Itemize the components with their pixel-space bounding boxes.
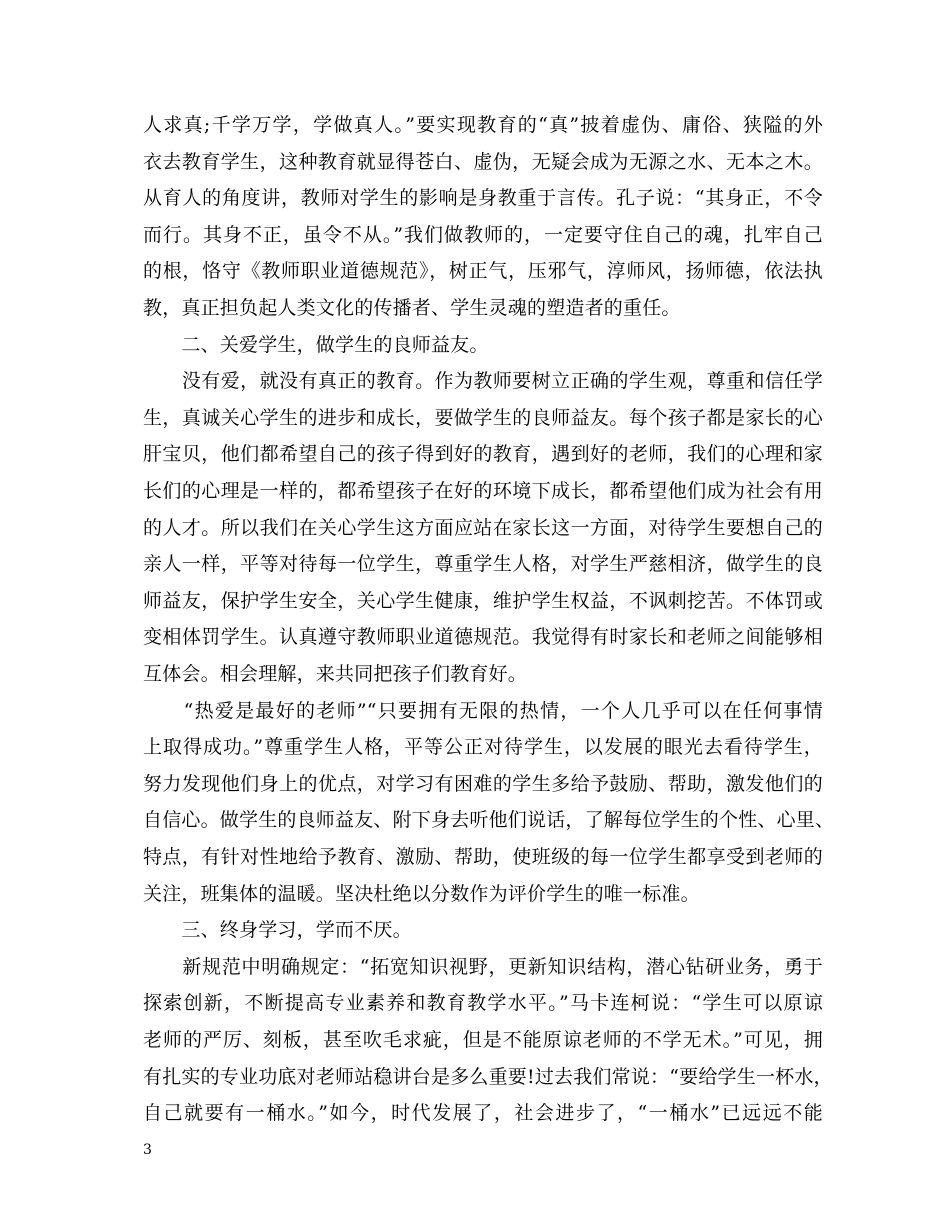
text-line: 的根，恪守《教师职业道德规范》，树正气，压邪气，淳师风，扬师德，依法执 bbox=[143, 260, 823, 282]
text-line: 而行。其身不正，虽令不从。”我们做教师的，一定要守住自己的魂，扎牢自己 bbox=[143, 224, 823, 246]
text-line: 互体会。相会理解，来共同把孩子们教育好。 bbox=[143, 663, 528, 685]
text-line: 生，真诚关心学生的进步和成长，要做学生的良师益友。每个孩子都是家长的心 bbox=[143, 407, 823, 429]
text-line: 努力发现他们身上的优点，对学习有困难的学生多给予鼓励、帮助，激发他们的 bbox=[143, 773, 823, 795]
text-line: 关注，班集体的温暖。坚决杜绝以分数作为评价学生的唯一标准。 bbox=[143, 883, 700, 905]
text-line: 变相体罚学生。认真遵守教师职业道德规范。我觉得有时家长和老师之间能够相 bbox=[143, 626, 823, 648]
text-line: 有扎实的专业功底对老师站稳讲台是多么重要!过去我们常说：“要给学生一杯水， bbox=[143, 1066, 833, 1088]
text-line: 从育人的角度讲，教师对学生的影响是身教重于言传。孔子说：“其身正，不令 bbox=[143, 187, 823, 209]
text-line: 师益友，保护学生安全，关心学生健康，维护学生权益，不讽刺挖苦。不体罚或 bbox=[143, 590, 823, 612]
text-line: 没有爱，就没有真正的教育。作为教师要树立正确的学生观，尊重和信任学 bbox=[143, 370, 823, 392]
page-number: 3 bbox=[143, 1142, 152, 1158]
text-line: 老师的严厉、刻板，甚至吹毛求疵，但是不能原谅老师的不学无术。”可见，拥 bbox=[143, 1029, 823, 1051]
text-line: 亲人一样，平等对待每一位学生，尊重学生人格，对学生严慈相济，做学生的良 bbox=[143, 553, 823, 575]
text-line: 二、关爱学生，做学生的良师益友。 bbox=[143, 334, 489, 356]
text-line: 新规范中明确规定：“拓宽知识视野，更新知识结构，潜心钻研业务，勇于 bbox=[143, 956, 823, 978]
text-line: 人求真;千学万学，学做真人。”要实现教育的“真”披着虚伪、庸俗、狭隘的外 bbox=[143, 114, 823, 136]
text-line: 的人才。所以我们在关心学生这方面应站在家长这一方面，对待学生要想自己的 bbox=[143, 517, 823, 539]
text-line: 上取得成功。”尊重学生人格，平等公正对待学生，以发展的眼光去看待学生， bbox=[143, 736, 823, 758]
text-line: 探索创新，不断提高专业素养和教育教学水平。”马卡连柯说：“学生可以原谅 bbox=[143, 992, 823, 1014]
text-line: “热爱是最好的老师”“只要拥有无限的热情，一个人几乎可以在任何事情 bbox=[143, 700, 823, 722]
text-line: 特点，有针对性地给予教育、激励、帮助，使班级的每一位学生都享受到老师的 bbox=[143, 846, 823, 868]
text-line: 教，真正担负起人类文化的传播者、学生灵魂的塑造者的重任。 bbox=[143, 297, 681, 319]
text-line: 三、终身学习，学而不厌。 bbox=[143, 919, 412, 941]
text-line: 衣去教育学生，这种教育就显得苍白、虚伪，无疑会成为无源之水、无本之木。 bbox=[143, 151, 823, 173]
text-line: 自己就要有一桶水。”如今，时代发展了，社会进步了，“一桶水”已远远不能 bbox=[143, 1102, 823, 1124]
text-line: 长们的心理是一样的，都希望孩子在好的环境下成长，都希望他们成为社会有用 bbox=[143, 480, 823, 502]
text-line: 自信心。做学生的良师益友、附下身去听他们说话，了解每位学生的个性、心里、 bbox=[143, 809, 835, 831]
text-line: 肝宝贝，他们都希望自己的孩子得到好的教育，遇到好的老师，我们的心理和家 bbox=[143, 443, 823, 465]
